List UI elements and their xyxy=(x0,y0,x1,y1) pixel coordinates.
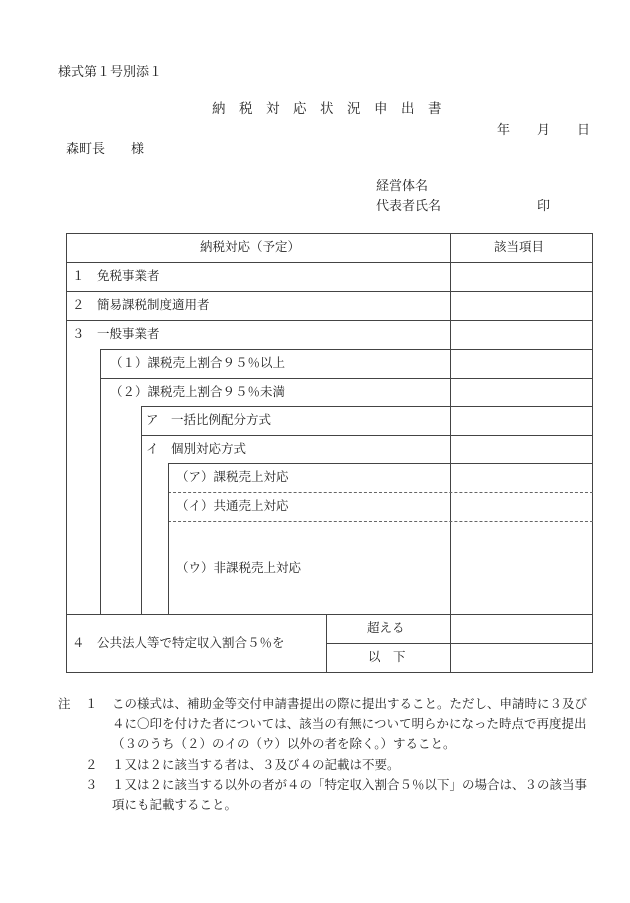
row-public-under: 以 下 xyxy=(368,649,406,664)
row-general-business: ３ 一般事業者 xyxy=(72,326,160,341)
note-number: ２ xyxy=(85,757,98,772)
note-number: １ xyxy=(85,696,98,711)
row-simplified-taxation: ２ 簡易課税制度適用者 xyxy=(72,297,210,312)
date-year-label: 年 xyxy=(497,123,511,138)
date-month-label: 月 xyxy=(537,123,551,138)
note-text-3-body: １又は２に該当する以外の者が４の「特定収入割合５％以下」の場合は、３の該当事項にも記載すること。 xyxy=(112,777,588,812)
row-nontaxable-sales-corresponding: （ウ）非課税売上対応 xyxy=(176,560,302,575)
date-day-label: 日 xyxy=(577,123,591,138)
row-taxable-sales-corresponding: （ア）課税売上対応 xyxy=(176,469,289,484)
notes-label: 注 xyxy=(58,696,71,711)
row-itemized-method: イ 個別対応方式 xyxy=(146,441,247,456)
note-text-2: １又は２に該当する者は、３及び４の記載は不要。 xyxy=(112,757,400,772)
note-text-3 xyxy=(112,775,597,815)
addressee: 森町長 様 xyxy=(66,142,145,157)
column-header-applicable: 該当項目 xyxy=(494,239,545,254)
document-title: 納 税 対 応 状 況 申 出 書 xyxy=(212,101,442,117)
row-public-over: 超える xyxy=(367,620,405,635)
row-taxable-sales-95-over: （１）課税売上割合９５％以上 xyxy=(110,355,286,370)
business-name-label: 経営体名 xyxy=(376,179,429,194)
note-number: ３ xyxy=(85,777,98,792)
row-common-sales-corresponding: （イ）共通売上対応 xyxy=(176,498,289,513)
column-header-tax-response: 納税対応（予定） xyxy=(200,239,301,254)
note-text-1: この様式は、補助金等交付申請書提出の際に提出すること。ただし、申請時に３及び４に〇印を付けた者については、該当の有無について明らかになった時点で再度提出（３のうち（２）のイの（ウ）以外の者を除く。）すること。 xyxy=(112,696,588,751)
seal-mark: 印 xyxy=(537,199,551,214)
form-number: 様式第１号別添１ xyxy=(58,65,163,80)
row-taxable-sales-95-under: （２）課税売上割合９５％未満 xyxy=(110,384,286,399)
representative-name-label: 代表者氏名 xyxy=(376,199,442,214)
row-tax-exempt: １ 免税事業者 xyxy=(72,268,160,283)
note-text xyxy=(112,694,597,754)
row-public-corporation: ４ 公共法人等で特定収入割合５％を xyxy=(72,635,285,650)
row-lump-sum-proportional: ア 一括比例配分方式 xyxy=(146,412,272,427)
